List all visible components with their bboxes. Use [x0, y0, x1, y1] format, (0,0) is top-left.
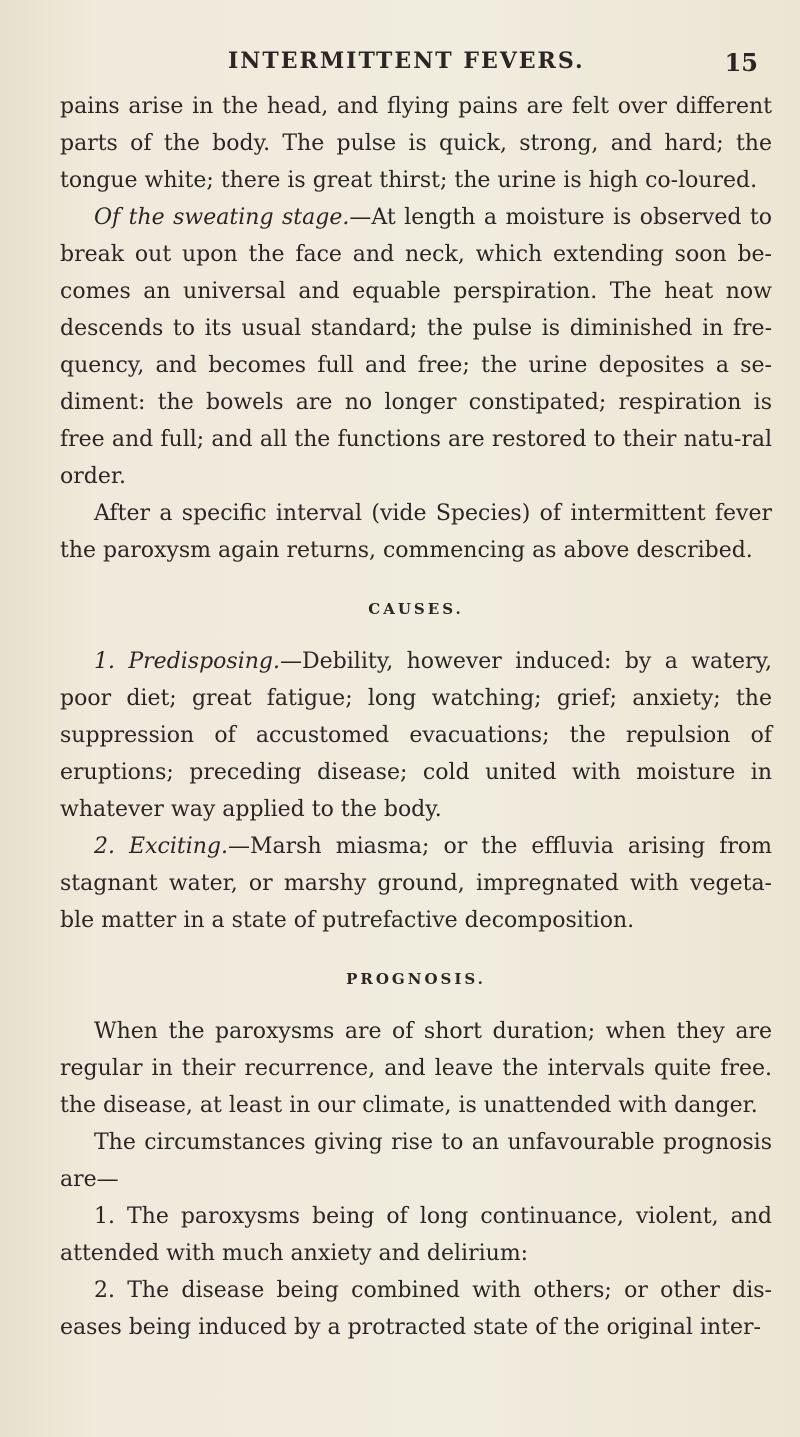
prognosis-favourable: When the paroxysms are of short duration; when they are regular in their recurrence, and leave the intervals quite free. the disease, at least in our climate, is unattended with danger.	[60, 1019, 772, 1118]
body-text	[60, 88, 772, 1346]
sweating-stage-label: Of the sweating stage.	[94, 205, 350, 230]
prognosis-intro: The circumstances giving rise to an unfavourable prognosis are—	[60, 1130, 772, 1192]
predisposing-label: 1. Predisposing.	[94, 649, 281, 674]
exciting-text: —Marsh miasma; or the effluvia arising from stagnant water, or marshy ground, impregnated with vegeta-ble matter in a state of putrefactive decomposition.	[60, 834, 772, 933]
sweating-stage-text: —At length a moisture is observed to break out upon the face and neck, which extending soon be-comes an universal and equable perspiration. The heat now descends to its usual standard; the pulse is diminished in fre-quency, and becomes full and free; the urine deposites a se-diment: the bowels are no longer constipated; respiration is free and full; and all the functions are restored to their natu-ral order.	[60, 205, 772, 489]
running-title: INTERMITTENT FEVERS.	[228, 48, 585, 74]
prognosis-item-1: 1. The paroxysms being of long continuance, violent, and attended with much anxiety and delirium:	[60, 1204, 772, 1266]
heading-causes: CAUSES.	[368, 600, 464, 618]
heading-prognosis: PROGNOSIS.	[346, 970, 486, 988]
page-number: 15	[724, 48, 758, 77]
cause-exciting	[60, 828, 772, 939]
predisposing-text: —Debility, however induced: by a watery, poor diet; great fatigue; long watching; grief; anxiety; the suppression of accustomed evacuations; the repulsion of eruptions; preceding disease; cold united with moisture in whatever way applied to the body.	[60, 649, 772, 822]
paragraph-hot-stage-end: pains arise in the head, and flying pains are felt over different parts of the body. The pulse is quick, strong, and hard; the tongue white; there is great thirst; the urine is high co-loured.	[60, 94, 772, 193]
paragraph-paroxysm-returns: After a specific interval (vide Species) of intermittent fever the paroxysm again returns, commencing as above described.	[60, 501, 772, 563]
page-header	[0, 48, 800, 88]
cause-predisposing	[60, 643, 772, 828]
prognosis-item-2: 2. The disease being combined with others; or other dis-eases being induced by a protracted state of the original inter-	[60, 1278, 772, 1340]
paragraph-sweating-stage	[60, 199, 772, 495]
exciting-label: 2. Exciting.	[94, 834, 229, 859]
